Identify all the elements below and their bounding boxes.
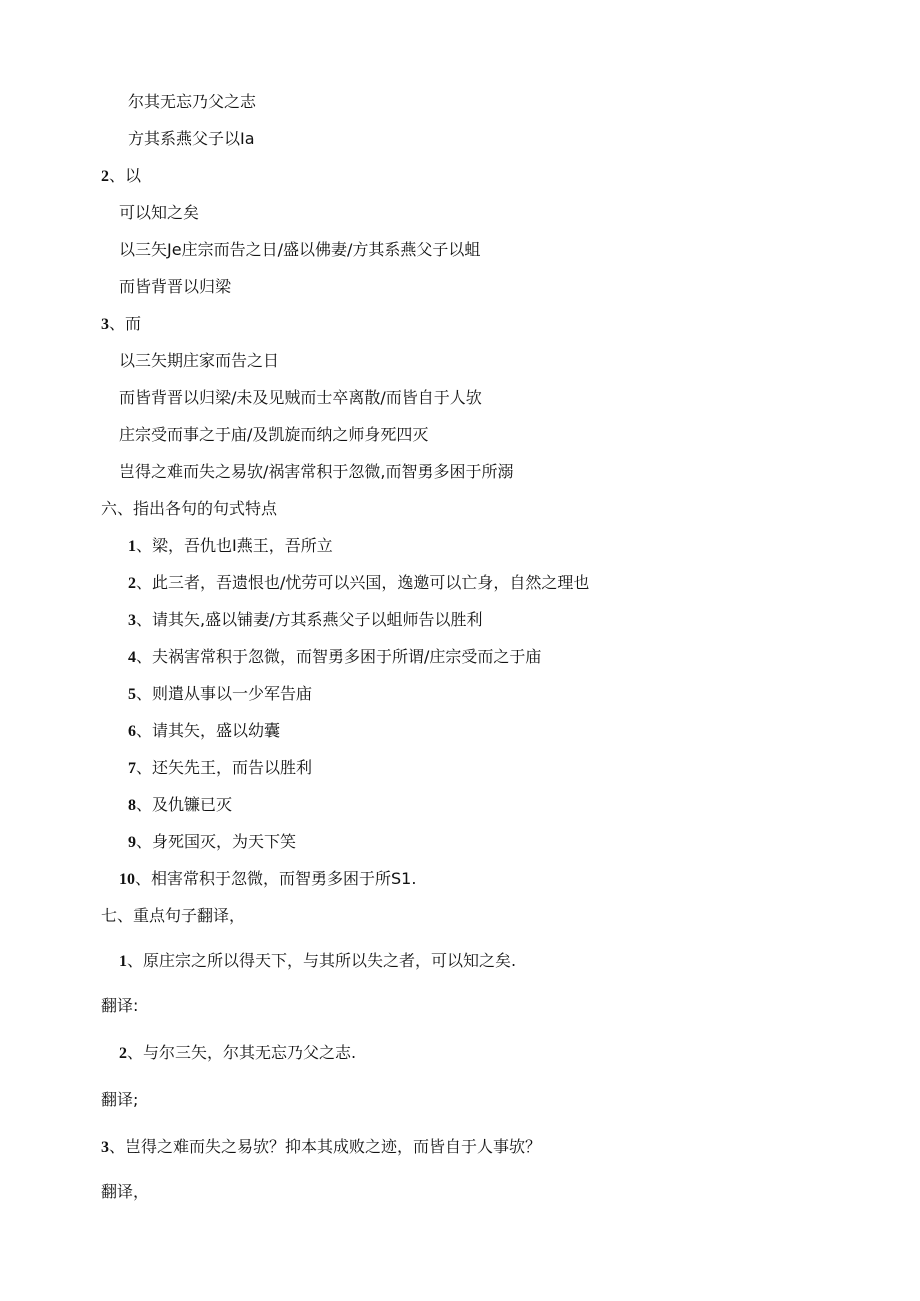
list-item: 2、此三者，吾遗恨也/忧劳可以兴国，逸邀可以亡身，自然之理也 [128,573,590,592]
text-line: 庄宗受而事之于庙/及凯旋而纳之师身死四灭 [119,425,429,444]
list-item: 10、相害常积于忽微，而智勇多困于所S1. [119,869,417,888]
text-line: 以三矢期庄家而告之日 [119,351,280,370]
list-item: 2、与尔三矢，尔其无忘乃父之志. [119,1043,357,1062]
section-heading: 3、而 [101,314,142,333]
text-line: 岂得之难而失之易欤/祸害常积于忽微,而智勇多困于所溺 [119,462,514,481]
text-line: 而皆背晋以归梁 [119,277,232,296]
section-heading: 六、指出各句的句式特点 [101,499,278,518]
translation-label: 翻译， [101,1182,150,1201]
text-line: 方其系燕父子以Ia [128,129,255,148]
list-item: 3、岂得之难而失之易欤？抑本其成败之迹，而皆自于人事欤？ [101,1137,542,1156]
list-item: 5、则遣从事以一少军告庙 [128,684,313,703]
text-line: 而皆背晋以归梁/未及见贼而士卒离散/而皆自于人欤 [119,388,482,407]
list-item: 7、还矢先王，而告以胜利 [128,758,313,777]
translation-label: 翻译; [101,1090,139,1109]
list-item: 3、请其矢,盛以铺妻/方其系燕父子以蛆师告以胜利 [128,610,483,629]
list-item: 9、身死国灭，为天下笑 [128,832,297,851]
list-item: 1、梁，吾仇也I燕王，吾所立 [128,536,333,555]
text-line: 以三矢Je庄宗而告之日/盛以佛妻/方其系燕父子以蛆 [119,240,481,259]
list-item: 1、原庄宗之所以得天下，与其所以失之者，可以知之矣. [119,951,517,970]
text-line: 尔其无忘乃父之志 [128,92,257,111]
list-item: 6、请其矢，盛以幼囊 [128,721,281,740]
section-heading: 2、以 [101,166,142,185]
list-item: 4、夫祸害常积于忽微，而智勇多困于所谓/庄宗受而之于庙 [128,647,542,666]
list-item: 8、及仇镰已灭 [128,795,233,814]
text-line: 可以知之矣 [119,203,200,222]
section-heading: 七、重点句子翻译， [101,906,246,925]
translation-label: 翻译: [101,996,139,1015]
